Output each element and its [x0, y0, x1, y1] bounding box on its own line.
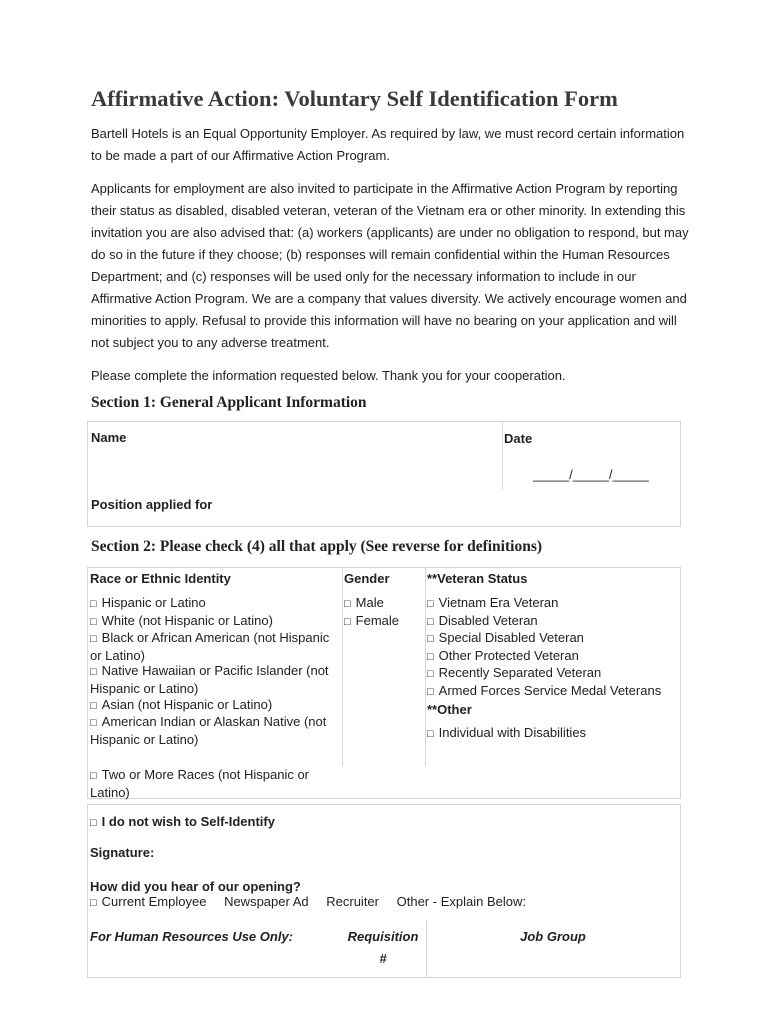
checkbox-icon[interactable]: □ [90, 699, 97, 712]
hear-options [90, 894, 526, 912]
section1-heading: Section 1: General Applicant Information [91, 394, 367, 411]
checkbox-icon[interactable]: □ [427, 650, 434, 663]
race-options [90, 595, 340, 747]
gender-header: Gender [344, 571, 390, 586]
requisition-label: Requisition [347, 929, 419, 944]
signature-label: Signature: [90, 845, 155, 860]
job-group-label: Job Group [520, 929, 586, 944]
form-title: Affirmative Action: Voluntary Self Identification Form [91, 86, 618, 111]
checkbox-icon[interactable]: □ [90, 633, 97, 646]
no-identify-option[interactable]: □ I do not wish to Self-Identify [90, 814, 275, 829]
name-label: Name [91, 430, 127, 445]
race-header: Race or Ethnic Identity [90, 571, 231, 586]
hear-option-current-employee[interactable]: □ Current Employee [90, 894, 207, 909]
race-option-white[interactable]: □ White (not Hispanic or Latino) [90, 612, 273, 628]
checkbox-icon[interactable]: □ [344, 598, 351, 610]
section2-divider-2 [425, 568, 426, 766]
checkbox-icon[interactable]: □ [427, 685, 434, 698]
date-field[interactable]: _____/_____/_____ [533, 467, 649, 482]
footer-table [87, 804, 681, 978]
checkbox-icon[interactable]: □ [90, 770, 97, 782]
race-option-hispanic[interactable]: □ Hispanic or Latino [90, 595, 206, 610]
race-option-american-indian[interactable]: □ American Indian or Alaskan Native (not Hispanic or Latino) [90, 714, 327, 747]
hear-option-recruiter[interactable]: Recruiter [326, 894, 379, 909]
hr-use-label: For Human Resources Use Only: [90, 929, 293, 944]
veteran-option-disabled[interactable]: □ Disabled Veteran [427, 612, 538, 628]
checkbox-icon[interactable]: □ [344, 615, 351, 628]
race-option-asian[interactable]: □ Asian (not Hispanic or Latino) [90, 696, 273, 712]
hear-option-other[interactable]: Other - Explain Below: [396, 894, 526, 909]
veteran-header: **Veteran Status [427, 571, 528, 586]
veteran-options [427, 595, 661, 701]
race-option-black[interactable]: □ Black or African American (not Hispanic or Latino) [90, 630, 330, 663]
checkbox-icon[interactable]: □ [427, 633, 434, 646]
hear-label: How did you hear of our opening? [90, 879, 301, 894]
other-header: **Other [427, 702, 472, 717]
checkbox-icon[interactable]: □ [90, 615, 97, 628]
gender-option-male[interactable]: □ Male [344, 595, 384, 610]
veteran-option-vietnam[interactable]: □ Vietnam Era Veteran [427, 595, 559, 610]
veteran-option-special-disabled[interactable]: □ Special Disabled Veteran [427, 630, 584, 646]
veteran-option-armed-forces[interactable]: □ Armed Forces Service Medal Veterans [427, 682, 662, 698]
checkbox-icon[interactable]: □ [427, 598, 434, 610]
hear-option-newspaper[interactable]: Newspaper Ad [224, 894, 309, 909]
checkbox-icon[interactable]: □ [90, 717, 97, 730]
section1-divider [502, 422, 503, 489]
requisition-hash: # [379, 951, 387, 966]
section2-heading: Section 2: Please check (4) all that apply (See reverse for definitions) [91, 538, 543, 555]
signature-field[interactable] [168, 841, 648, 863]
date-label: Date [504, 431, 533, 446]
position-label: Position applied for [91, 497, 213, 512]
veteran-option-recently-separated[interactable]: □ Recently Separated Veteran [427, 665, 602, 681]
name-field[interactable] [91, 448, 491, 486]
checkbox-icon[interactable]: □ [90, 666, 97, 679]
veteran-option-other-protected[interactable]: □ Other Protected Veteran [427, 647, 579, 663]
section1-table [87, 421, 681, 527]
intro-paragraph-3: Please complete the information requested below. Thank you for your cooperation. [91, 368, 566, 383]
section2-divider-1 [342, 568, 343, 766]
gender-option-female[interactable]: □ Female [344, 612, 400, 628]
intro-paragraph-2: Applicants for employment are also invited to participate in the Affirmative Action Program by reporting their status as disabled, disabled veteran, veteran of the Vietnam era or other minority. In extending this invitation you are also advised that: (a) workers (applicants) are under no obligation to respond, but may do so in the future if they choose; (b) responses will remain confidential within the Human Resources Department; and (c) responses will be used only for the necessary information to include in our Affirmative Action Program. We are a company that values diversity. We actively encourage women and minorities to apply. Refusal to provide this information will have no bearing on your application and will not subject you to any adverse treatment. [91, 181, 689, 350]
section2-table [87, 567, 681, 799]
checkbox-icon[interactable]: □ [90, 897, 97, 909]
checkbox-icon[interactable]: □ [427, 615, 434, 628]
race-option-hawaiian[interactable]: □ Native Hawaiian or Pacific Islander (not Hispanic or Latino) [90, 663, 329, 696]
checkbox-icon[interactable]: □ [427, 728, 434, 740]
gender-options [344, 595, 399, 630]
other-option-disabilities[interactable]: □ Individual with Disabilities [427, 725, 587, 740]
checkbox-icon[interactable]: □ [427, 668, 434, 681]
intro-paragraph-1: Bartell Hotels is an Equal Opportunity Employer. As required by law, we must record certain information to be made a part of our Affirmative Action Program. [91, 126, 685, 163]
checkbox-icon[interactable]: □ [90, 598, 97, 610]
checkbox-icon[interactable]: □ [90, 817, 97, 829]
race-option-two-or-more[interactable]: □ Two or More Races (not Hispanic or Latino) [90, 767, 310, 800]
